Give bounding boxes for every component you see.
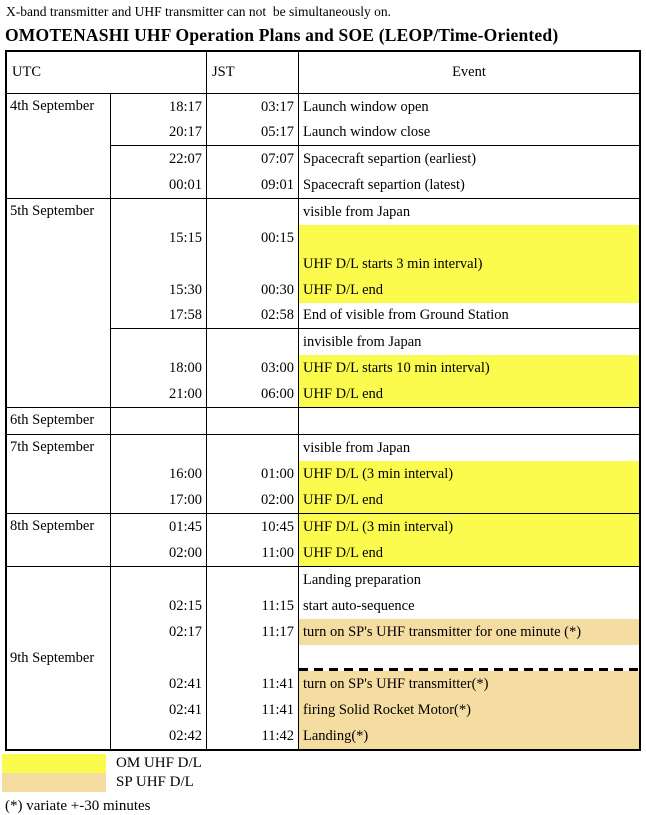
event-cell: Spacecraft separtion (earliest) bbox=[298, 146, 639, 172]
utc-time-cell: 15:15 bbox=[168, 230, 202, 246]
table-row bbox=[111, 172, 639, 198]
table-row bbox=[111, 329, 639, 355]
utc-time-cell bbox=[111, 435, 206, 461]
event-cell bbox=[298, 645, 639, 671]
jst-time-cell: 05:17 bbox=[206, 120, 298, 145]
table-row bbox=[111, 697, 639, 723]
event-cell: UHF D/L end bbox=[298, 540, 639, 566]
jst-time-cell bbox=[206, 329, 298, 355]
table-row bbox=[111, 146, 639, 172]
event-cell: UHF D/L end bbox=[298, 381, 639, 407]
table-row bbox=[111, 540, 639, 566]
table-row bbox=[111, 645, 639, 671]
jst-time-cell: 02:58 bbox=[206, 303, 298, 328]
jst-time-cell: 10:45 bbox=[206, 514, 298, 540]
jst-time-cell: 11:41 bbox=[206, 697, 298, 723]
utc-time-cell: 17:00 bbox=[168, 491, 202, 508]
section-rows bbox=[110, 514, 639, 566]
event-cell: Landing(*) bbox=[298, 723, 639, 749]
utc-time-cell: 02:41 bbox=[168, 701, 202, 718]
event-cell: Launch window close bbox=[298, 120, 639, 145]
table-row bbox=[111, 120, 639, 146]
event-cell: visible from Japan bbox=[298, 435, 639, 461]
legend-label: SP UHF D/L bbox=[116, 774, 194, 790]
utc-time-cell: 02:17 bbox=[168, 623, 202, 640]
event-cell: UHF D/L (3 min interval) bbox=[298, 461, 639, 487]
table-section bbox=[7, 434, 639, 513]
date-cell: 8th September bbox=[10, 518, 95, 534]
legend-label: OM UHF D/L bbox=[116, 755, 202, 771]
section-rows bbox=[110, 408, 639, 434]
table-row bbox=[111, 567, 639, 593]
utc-time-cell: 18:00 bbox=[168, 359, 202, 376]
jst-time-cell: 07:07 bbox=[206, 146, 298, 172]
event-cell: UHF D/L starts 10 min interval) bbox=[298, 355, 639, 381]
section-rows bbox=[110, 567, 639, 749]
jst-time-cell: 00:30 bbox=[206, 277, 298, 303]
column-header-event: Event bbox=[298, 52, 639, 93]
top-note: X-band transmitter and UHF transmitter can not be simultaneously on. bbox=[6, 4, 392, 19]
table-header-row bbox=[7, 52, 639, 94]
table-row bbox=[111, 408, 639, 434]
utc-time-cell: 00:01 bbox=[168, 176, 202, 193]
jst-time-cell: 11:41 bbox=[206, 671, 298, 697]
utc-time-cell: 21:00 bbox=[168, 385, 202, 402]
legend-row bbox=[2, 773, 646, 792]
utc-time-cell bbox=[111, 645, 206, 671]
legend-swatch-yellow bbox=[2, 754, 106, 773]
jst-time-cell bbox=[206, 567, 298, 593]
date-cell: 5th September bbox=[10, 203, 95, 219]
table-section bbox=[7, 566, 639, 749]
section-rows bbox=[110, 94, 639, 198]
table-row bbox=[111, 514, 639, 540]
date-cell: 9th September bbox=[10, 649, 95, 666]
event-cell: UHF D/L end bbox=[298, 487, 639, 513]
table-row bbox=[111, 593, 639, 619]
table-row bbox=[111, 277, 639, 303]
legend bbox=[2, 754, 646, 792]
jst-time-cell: 06:00 bbox=[206, 381, 298, 407]
event-cell: Landing preparation bbox=[298, 567, 639, 593]
date-cell: 4th September bbox=[10, 98, 95, 114]
utc-time-cell: 20:17 bbox=[168, 124, 202, 140]
page-title: OMOTENASHI UHF Operation Plans and SOE (LEOP/Time-Oriented) bbox=[5, 25, 559, 45]
table-row bbox=[111, 94, 639, 120]
legend-swatch-tan bbox=[2, 773, 106, 792]
jst-time-cell bbox=[206, 435, 298, 461]
table-row bbox=[111, 435, 639, 461]
jst-time-cell: 11:17 bbox=[206, 619, 298, 645]
utc-time-cell: 16:00 bbox=[168, 465, 202, 482]
utc-time-cell bbox=[111, 199, 206, 225]
utc-time-cell: 22:07 bbox=[168, 150, 202, 167]
event-cell: UHF D/L starts 3 min interval) bbox=[298, 225, 639, 277]
jst-time-cell: 02:00 bbox=[206, 487, 298, 513]
jst-time-cell: 11:00 bbox=[206, 540, 298, 566]
event-cell: Spacecraft separtion (latest) bbox=[298, 172, 639, 198]
utc-time-cell: 01:45 bbox=[168, 518, 202, 535]
event-cell bbox=[298, 408, 639, 434]
table-row bbox=[111, 723, 639, 749]
utc-time-cell: 02:00 bbox=[168, 544, 202, 561]
table-row bbox=[111, 303, 639, 329]
utc-time-cell: 02:41 bbox=[168, 675, 202, 692]
utc-time-cell bbox=[111, 408, 206, 434]
event-cell: Launch window open bbox=[298, 94, 639, 120]
utc-time-cell bbox=[111, 329, 206, 355]
table-row bbox=[111, 487, 639, 513]
event-cell: UHF D/L (3 min interval) bbox=[298, 514, 639, 540]
table-row bbox=[111, 671, 639, 697]
table-row bbox=[111, 355, 639, 381]
section-rows bbox=[110, 199, 639, 407]
jst-time-cell: 03:00 bbox=[206, 355, 298, 381]
operation-plan-table bbox=[5, 50, 641, 751]
utc-time-cell: 15:30 bbox=[168, 281, 202, 298]
table-row bbox=[111, 225, 639, 277]
column-header-utc: UTC bbox=[12, 64, 41, 80]
jst-time-cell bbox=[206, 199, 298, 225]
table-section bbox=[7, 94, 639, 198]
table-row bbox=[111, 381, 639, 407]
table-row bbox=[111, 619, 639, 645]
table-section bbox=[7, 407, 639, 434]
utc-time-cell: 02:15 bbox=[168, 597, 202, 614]
table-body bbox=[7, 94, 639, 749]
utc-time-cell: 02:42 bbox=[168, 727, 202, 744]
event-cell: turn on SP's UHF transmitter for one minute (*) bbox=[298, 619, 639, 645]
table-section bbox=[7, 198, 639, 407]
event-cell: invisible from Japan bbox=[298, 329, 639, 355]
event-cell: turn on SP's UHF transmitter(*) bbox=[298, 671, 639, 697]
event-cell: UHF D/L end bbox=[298, 277, 639, 303]
jst-time-cell: 03:17 bbox=[206, 94, 298, 120]
date-cell: 7th September bbox=[10, 439, 95, 455]
legend-row bbox=[2, 754, 646, 773]
event-cell: start auto-sequence bbox=[298, 593, 639, 619]
jst-time-cell: 11:15 bbox=[206, 593, 298, 619]
jst-time-cell bbox=[206, 408, 298, 434]
section-rows bbox=[110, 435, 639, 513]
jst-time-cell bbox=[206, 645, 298, 671]
jst-time-cell: 00:15 bbox=[206, 225, 298, 277]
jst-time-cell: 09:01 bbox=[206, 172, 298, 198]
footnote: (*) variate +-30 minutes bbox=[5, 798, 151, 814]
table-section bbox=[7, 513, 639, 566]
event-cell: firing Solid Rocket Motor(*) bbox=[298, 697, 639, 723]
utc-time-cell: 17:58 bbox=[168, 307, 202, 323]
event-cell: End of visible from Ground Station bbox=[298, 303, 639, 328]
utc-time-cell: 18:17 bbox=[168, 98, 202, 115]
date-cell: 6th September bbox=[10, 412, 95, 428]
table-row bbox=[111, 461, 639, 487]
column-header-jst: JST bbox=[206, 52, 298, 93]
jst-time-cell: 11:42 bbox=[206, 723, 298, 749]
table-row bbox=[111, 199, 639, 225]
event-cell: visible from Japan bbox=[298, 199, 639, 225]
utc-time-cell bbox=[111, 567, 206, 593]
jst-time-cell: 01:00 bbox=[206, 461, 298, 487]
